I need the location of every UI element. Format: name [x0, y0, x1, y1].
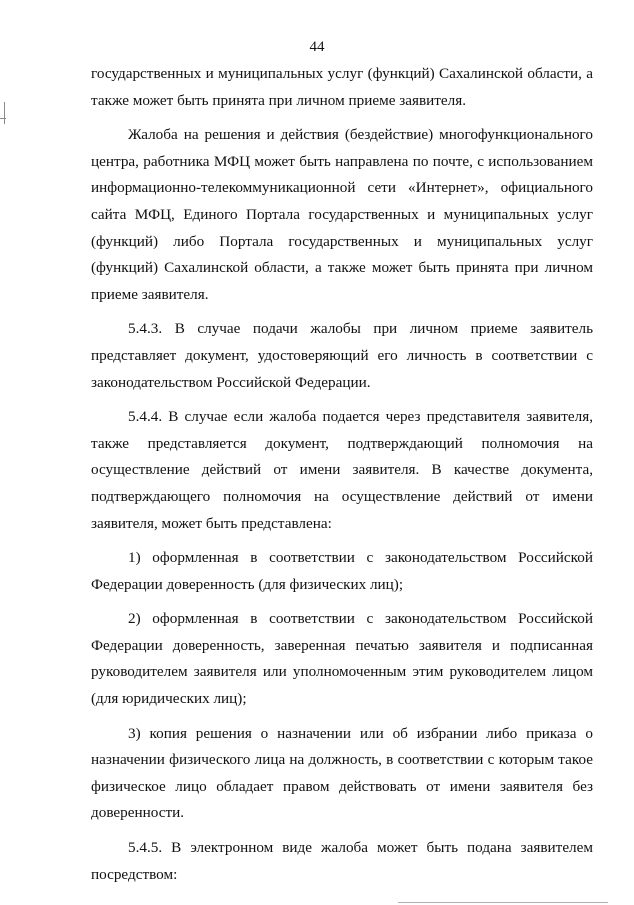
scan-edge-mark [0, 118, 6, 119]
list-item-2: 2) оформленная в соответствии с законодательством Российской Федерации доверенность, заверенная печатью заявителя и подписанная руководителем заявителя или уполномоченным этим руководителем лицом (для юридических лиц); [91, 610, 593, 708]
document-body [91, 61, 593, 896]
scan-edge-mark [398, 902, 608, 903]
paragraph-5-4-3: 5.4.3. В случае подачи жалобы при личном приеме заявитель представляет документ, удостоверяющий его личность в соответствии с законодательством Российской Федерации. [91, 320, 593, 391]
list-item-3: 3) копия решения о назначении или об избрании либо приказа о назначении физического лица на должность, в соответствии с которым такое физическое лицо обладает правом действовать от имени заявителя без доверенности. [91, 724, 593, 822]
paragraph-5-4-5: 5.4.5. В электронном виде жалоба может быть подана заявителем посредством: [91, 839, 593, 883]
page-number: 44 [309, 39, 325, 55]
list-item-1: 1) оформленная в соответствии с законодательством Российской Федерации доверенность (для физических лиц); [91, 549, 593, 593]
scan-edge-mark [4, 102, 5, 124]
paragraph-5-4-4: 5.4.4. В случае если жалоба подается через представителя заявителя, также представляется документ, подтверждающий полномочия на осуществление действий от имени заявителя. В качестве документа, подтверждающего полномочия на осуществление действий от имени заявителя, может быть представлена: [91, 408, 593, 532]
paragraph-continuation: государственных и муниципальных услуг (функций) Сахалинской области, а также может быть принята при личном приеме заявителя. [91, 65, 593, 109]
paragraph-complaint-mfc: Жалоба на решения и действия (бездействие) многофункционального центра, работника МФЦ может быть направлена по почте, с использованием информационно-телекоммуникационной сети «Интернет», официального сайта МФЦ, Единого Портала государственных и муниципальных услуг (функций) либо Портала государственных и муниципальных услуг (функций) Сахалинской области, а также может быть принята при личном приеме заявителя. [91, 126, 593, 303]
